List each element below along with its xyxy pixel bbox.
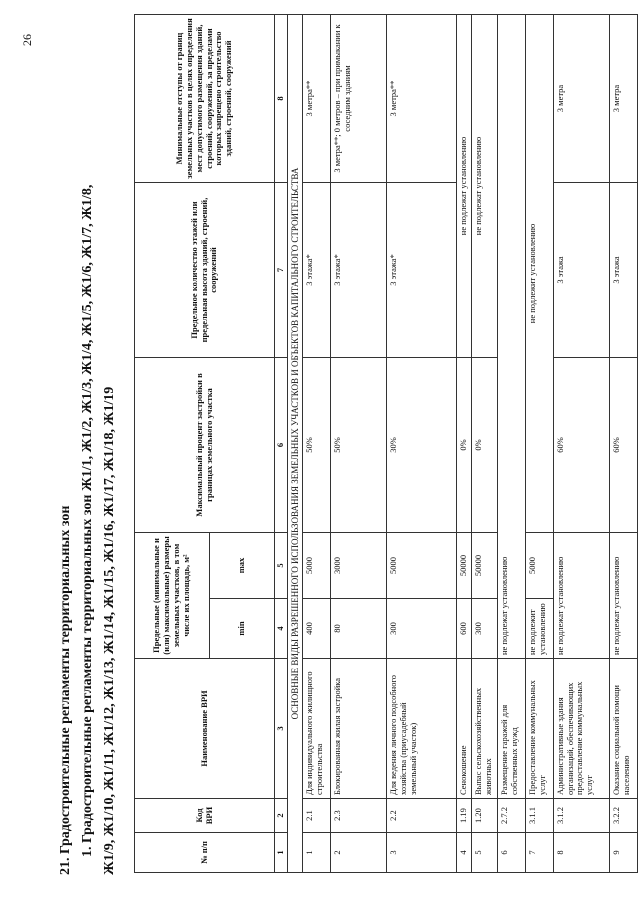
table-row xyxy=(331,15,387,873)
row-name: Для ведения личного подсобного хозяйства (приусадебный земельный участок) xyxy=(387,659,457,799)
row-code: 2.3 xyxy=(331,799,387,833)
table-row xyxy=(471,15,497,873)
row-floors: 3 этажа* xyxy=(331,183,387,358)
row-max: 5000 xyxy=(387,533,457,599)
row-percent: 60% xyxy=(609,358,637,533)
row-num: 3 xyxy=(387,833,457,873)
subsection-heading-continued: Ж1/9, Ж1/10, Ж1/11, Ж1/12, Ж1/13, Ж1/14, Ж1/15, Ж1/16, Ж1/17, Ж1/18, Ж1/19 xyxy=(102,386,117,875)
row-floors-setback: не подлежат установлению xyxy=(457,15,472,358)
row-code: 2.1 xyxy=(303,799,331,833)
row-num: 6 xyxy=(497,833,525,873)
table-row xyxy=(457,15,472,873)
row-min: 400 xyxy=(303,599,331,659)
regulations-table xyxy=(134,14,638,873)
row-max: 5000 xyxy=(525,533,553,599)
row-num: 4 xyxy=(457,833,472,873)
section-row xyxy=(287,15,302,873)
row-max: 5000 xyxy=(303,533,331,599)
row-name: Выпас сельскохозяйственных животных xyxy=(471,659,497,799)
header-min: min xyxy=(210,599,275,659)
row-code: 1.20 xyxy=(471,799,497,833)
row-min: 600 xyxy=(457,599,472,659)
row-floors: 3 этажа* xyxy=(303,183,331,358)
row-min: 300 xyxy=(471,599,497,659)
column-number: 3 xyxy=(275,659,288,799)
column-number: 7 xyxy=(275,183,288,358)
row-code: 2.7.2 xyxy=(497,799,525,833)
row-area: не подлежат установлению xyxy=(609,533,637,659)
row-percent: 30% xyxy=(387,358,457,533)
row-percent: 0% xyxy=(457,358,472,533)
column-number: 1 xyxy=(275,833,288,873)
row-floors-setback: не подлежат установлению xyxy=(471,15,497,358)
row-floors: 3 этажа xyxy=(609,183,637,358)
row-setback: 3 метра xyxy=(609,15,637,183)
row-floors: 3 этажа* xyxy=(387,183,457,358)
row-code: 3.1.2 xyxy=(553,799,609,833)
row-setback: 3 метра** xyxy=(387,15,457,183)
page-number: 26 xyxy=(20,34,34,46)
header-num: № п/п xyxy=(135,833,275,873)
header-floors: Предельное количество этажей или предельная высота зданий, строений, сооружений xyxy=(135,183,275,358)
header-area-group: Предельные (минимальные и (или) максимальные) размеры земельных участков, в том числе их площадь, м² xyxy=(135,533,210,659)
row-code: 2.2 xyxy=(387,799,457,833)
row-code: 1.19 xyxy=(457,799,472,833)
row-area: не подлежат установлению xyxy=(553,533,609,659)
row-min: не подлежит установлению xyxy=(525,599,553,659)
row-setback: 3 метра** xyxy=(303,15,331,183)
column-number: 2 xyxy=(275,799,288,833)
section-title: ОСНОВНЫЕ ВИДЫ РАЗРЕШЕННОГО ИСПОЛЬЗОВАНИЯ ЗЕМЕЛЬНЫХ УЧАСТКОВ И ОБЪЕКТОВ КАПИТАЛЬНОГО СТРОИТЕЛЬСТВА xyxy=(287,15,302,873)
header-code: Код ВРИ xyxy=(135,799,275,833)
row-max: 50000 xyxy=(471,533,497,599)
subsection-heading: 1. Градостроительные регламенты территориальных зон Ж1/1, Ж1/2, Ж1/3, Ж1/4, Ж1/5, Ж1/6, Ж1/7, Ж1/8, xyxy=(80,184,95,857)
row-num: 8 xyxy=(553,833,609,873)
row-floors: 3 этажа xyxy=(553,183,609,358)
row-max: 3000 xyxy=(331,533,387,599)
row-min: 80 xyxy=(331,599,387,659)
table-row xyxy=(609,15,637,873)
table-row xyxy=(553,15,609,873)
row-percent: 50% xyxy=(331,358,387,533)
column-number: 8 xyxy=(275,15,288,183)
row-name: Блокированная жилая застройка xyxy=(331,659,387,799)
header-row xyxy=(135,15,210,873)
row-code: 3.2.2 xyxy=(609,799,637,833)
row-min: 300 xyxy=(387,599,457,659)
row-code: 3.1.1 xyxy=(525,799,553,833)
column-number: 5 xyxy=(275,533,288,599)
row-max: 50000 xyxy=(457,533,472,599)
row-num: 7 xyxy=(525,833,553,873)
header-max: max xyxy=(210,533,275,599)
row-num: 9 xyxy=(609,833,637,873)
row-percent: 60% xyxy=(553,358,609,533)
table-row xyxy=(497,15,525,873)
row-name: Сенокошение xyxy=(457,659,472,799)
row-name: Размещение гаражей для собственных нужд xyxy=(497,659,525,799)
column-number: 6 xyxy=(275,358,288,533)
table-row xyxy=(525,15,553,873)
row-num: 1 xyxy=(303,833,331,873)
table-row xyxy=(387,15,457,873)
section-heading: 21. Градостроительные регламенты территориальных зон xyxy=(58,505,73,875)
table-row xyxy=(303,15,331,873)
row-all: не подлежат установлению xyxy=(497,15,525,659)
header-setback: Минимальные отступы от границ земельных участков в целях определения мест допустимого размещения зданий, строений, сооружений, за пределами которых запрещено строительство зданий, строений, сооружений xyxy=(135,15,275,183)
row-rest: не подлежит установлению xyxy=(525,15,553,533)
row-name: Административные здания организаций, обеспечивающих предоставление коммунальных услуг xyxy=(553,659,609,799)
row-name: Для индивидуального жилищного строительства xyxy=(303,659,331,799)
row-name: Предоставление коммунальных услуг xyxy=(525,659,553,799)
row-percent: 0% xyxy=(471,358,497,533)
row-percent: 50% xyxy=(303,358,331,533)
row-num: 2 xyxy=(331,833,387,873)
column-number: 4 xyxy=(275,599,288,659)
header-percent: Максимальный процент застройки в границах земельного участка xyxy=(135,358,275,533)
row-num: 5 xyxy=(471,833,497,873)
row-setback: 3 метра**; 0 метров – при примыкании к соседним зданиям xyxy=(331,15,387,183)
row-setback: 3 метра xyxy=(553,15,609,183)
header-name: Наименование ВРИ xyxy=(135,659,275,799)
row-name: Оказание социальной помощи населению xyxy=(609,659,637,799)
column-numbers-row xyxy=(275,15,288,873)
